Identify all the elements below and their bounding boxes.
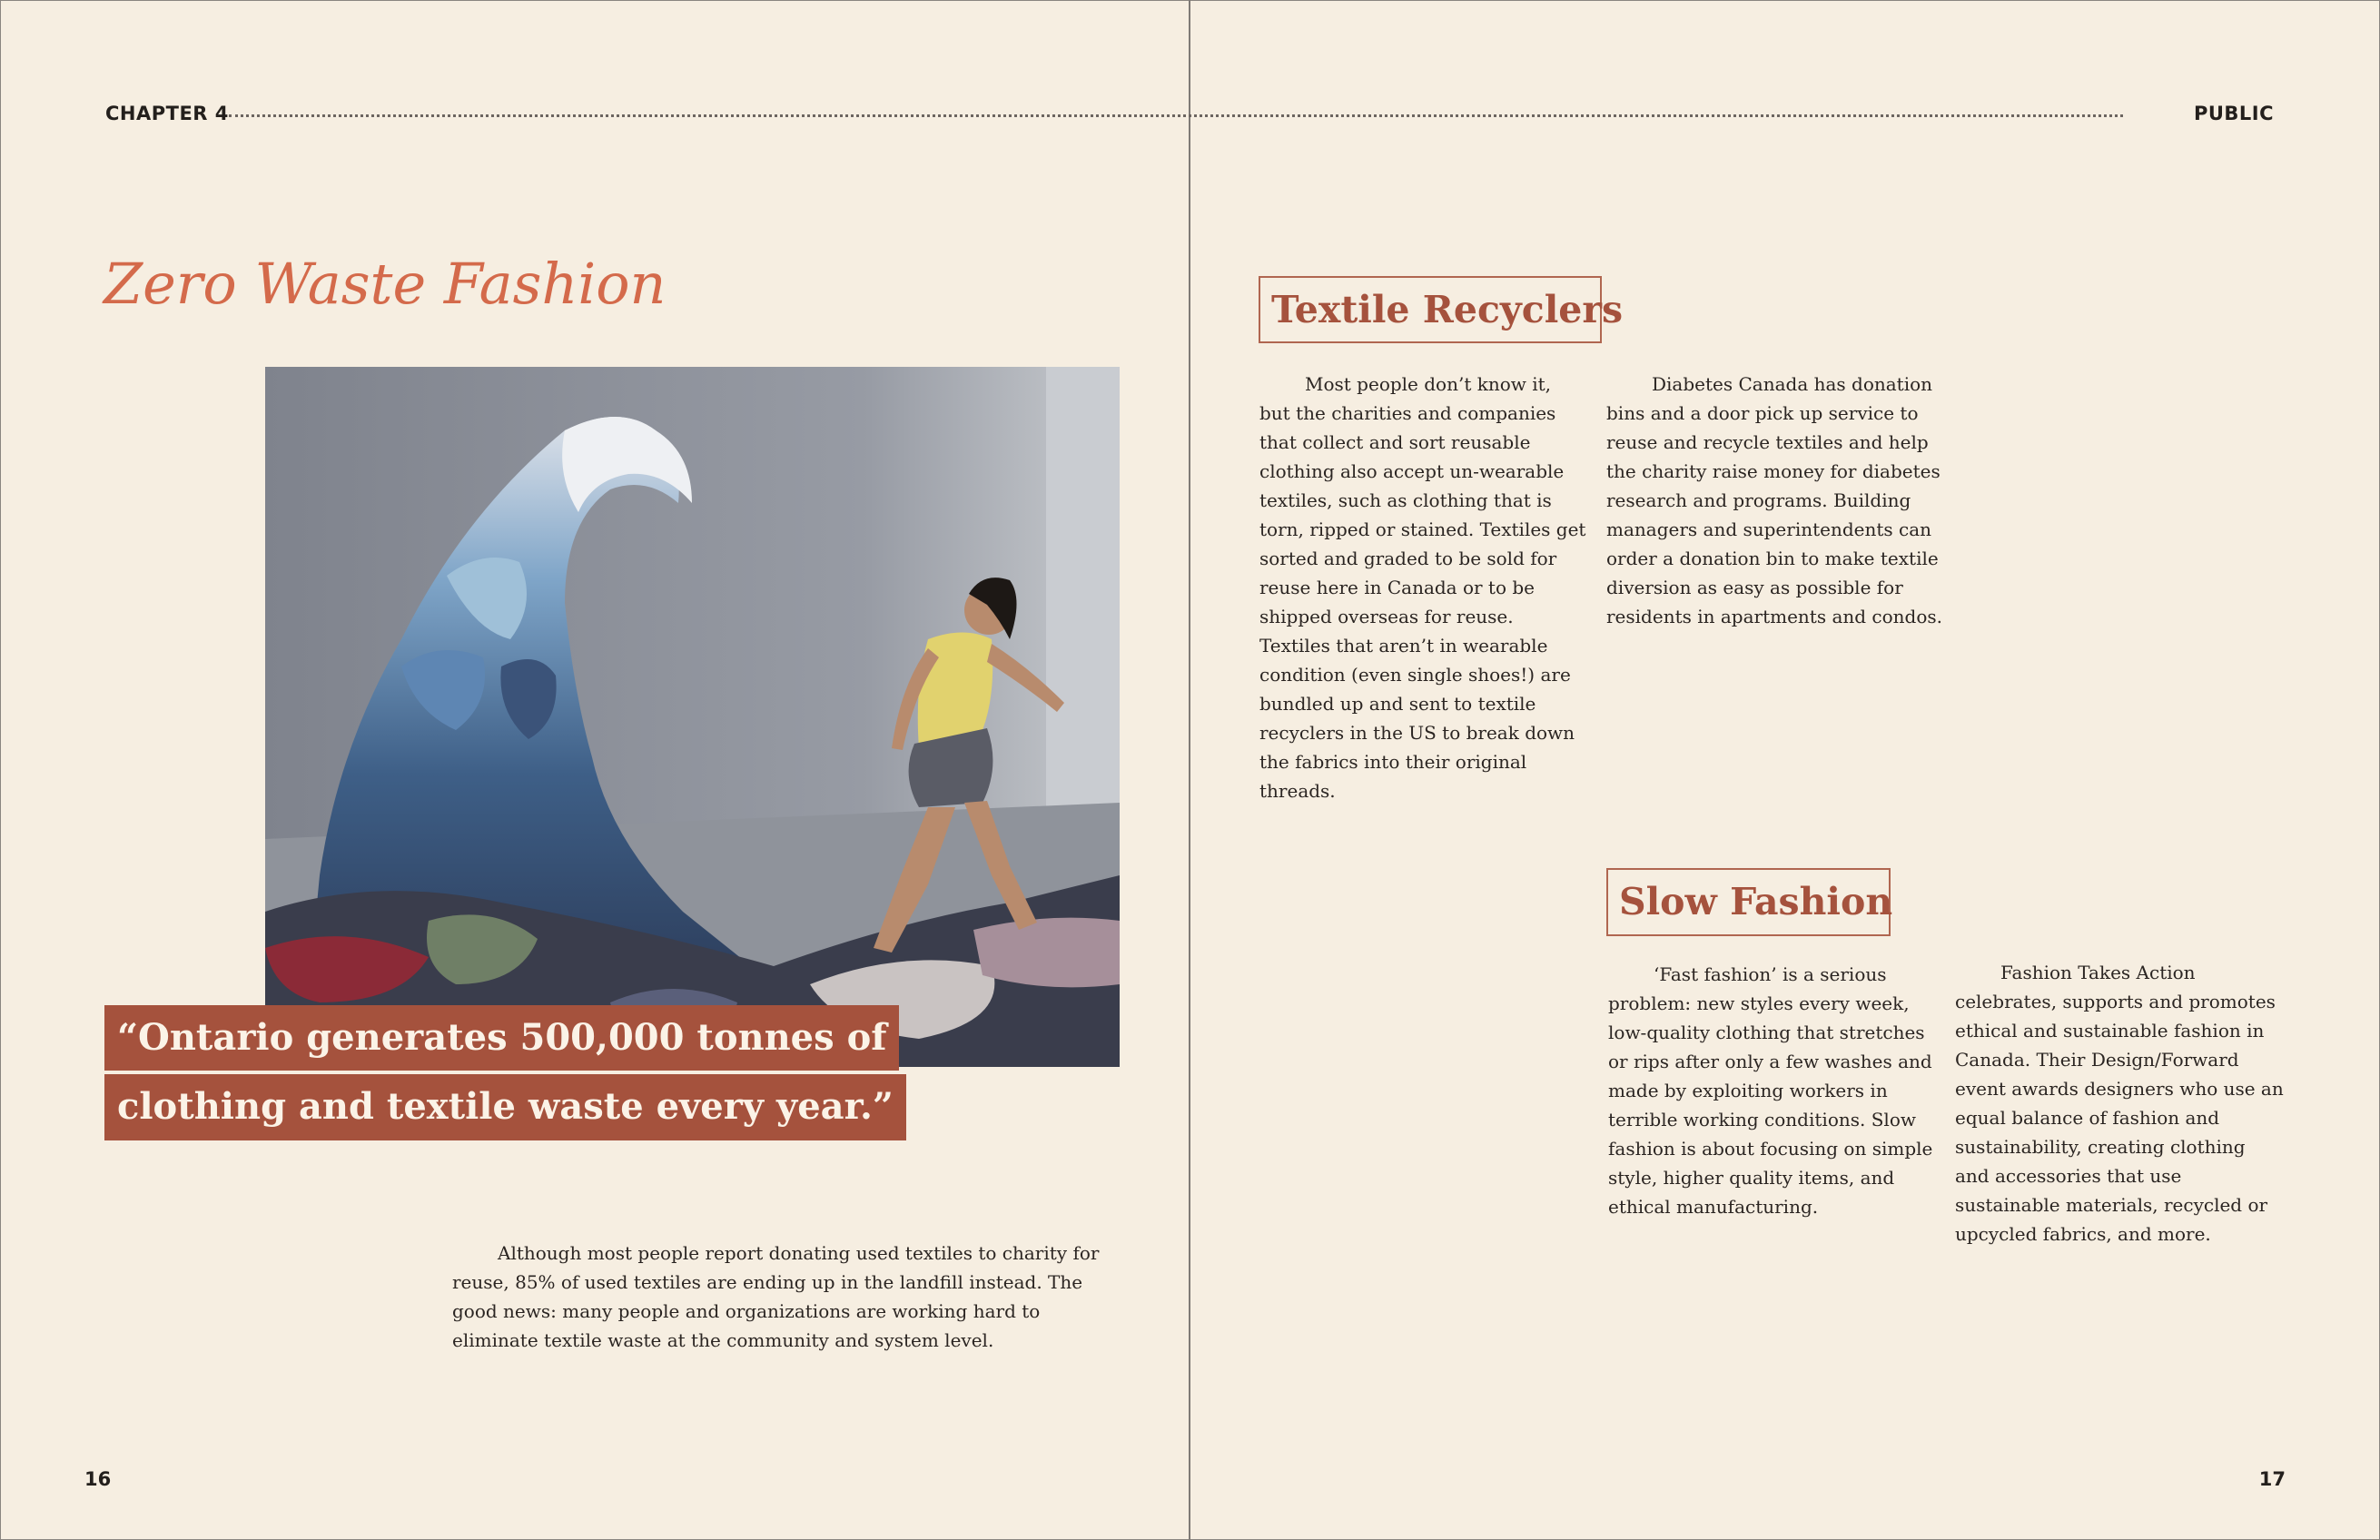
slow-fashion-heading: Slow Fashion (1606, 868, 1891, 936)
photo-clothing-wave (265, 367, 1120, 1067)
slow-fashion-col1: ‘Fast fashion’ is a serious problem: new styles every week, low-quality clothing that stretches or rips after only a few washes and made by exploiting workers in terrible working conditions. Slow fashion is about focusing on simple style, higher quality items, and ethical manufacturing. (1608, 963, 1933, 1218)
pull-quote-line-2: clothing and textile waste every year.” (104, 1074, 906, 1140)
audience-label: PUBLIC (2193, 103, 2274, 124)
page-number-right: 17 (2258, 1468, 2286, 1490)
pull-quote-line-1: “Ontario generates 500,000 tonnes of (104, 1005, 899, 1071)
page-title: Zero Waste Fashion (104, 251, 667, 317)
textile-recyclers-col2: Diabetes Canada has donation bins and a door pick up service to reuse and recycle textiles and help the charity raise money for diabetes research and programs. Building managers and superintendents can order a donation bin to make textile diversion as easy as possible for residents in apartments and condos. (1606, 373, 1943, 627)
textile-recyclers-heading: Textile Recyclers (1259, 276, 1602, 343)
slow-fashion-col2: Fashion Takes Action celebrates, supports and promotes ethical and sustainable fashion in Canada. Their Design/Forward event awards designers who use an equal balance of fashion and sustainability, creating clothing and accessories that use sustainable materials, recycled or upcycled fabrics, and more. (1955, 962, 2284, 1245)
page-number-left: 16 (84, 1468, 112, 1490)
textile-recyclers-col1: Most people don’t know it, but the charities and companies that collect and sort reusable clothing also accept un-wearable textiles, such as clothing that is torn, ripped or stained. Textiles get sorted and graded to be sold for reuse here in Canada or to be shipped overseas for reuse. Textiles that aren’t in wearable condition (even single shoes!) are bundled up and sent to textile recyclers in the US to break down the fabrics into their original threads. (1259, 373, 1586, 802)
chapter-label: CHAPTER 4 (105, 103, 229, 124)
intro-paragraph: Although most people report donating used textiles to charity for reuse, 85% of used textiles are ending up in the landfill instead. The good news: many people and organizations are working hard to eliminate textile waste at the community and system level. (452, 1242, 1100, 1351)
page-spine-divider (1189, 0, 1190, 1540)
header-dotted-rule (229, 114, 2123, 117)
